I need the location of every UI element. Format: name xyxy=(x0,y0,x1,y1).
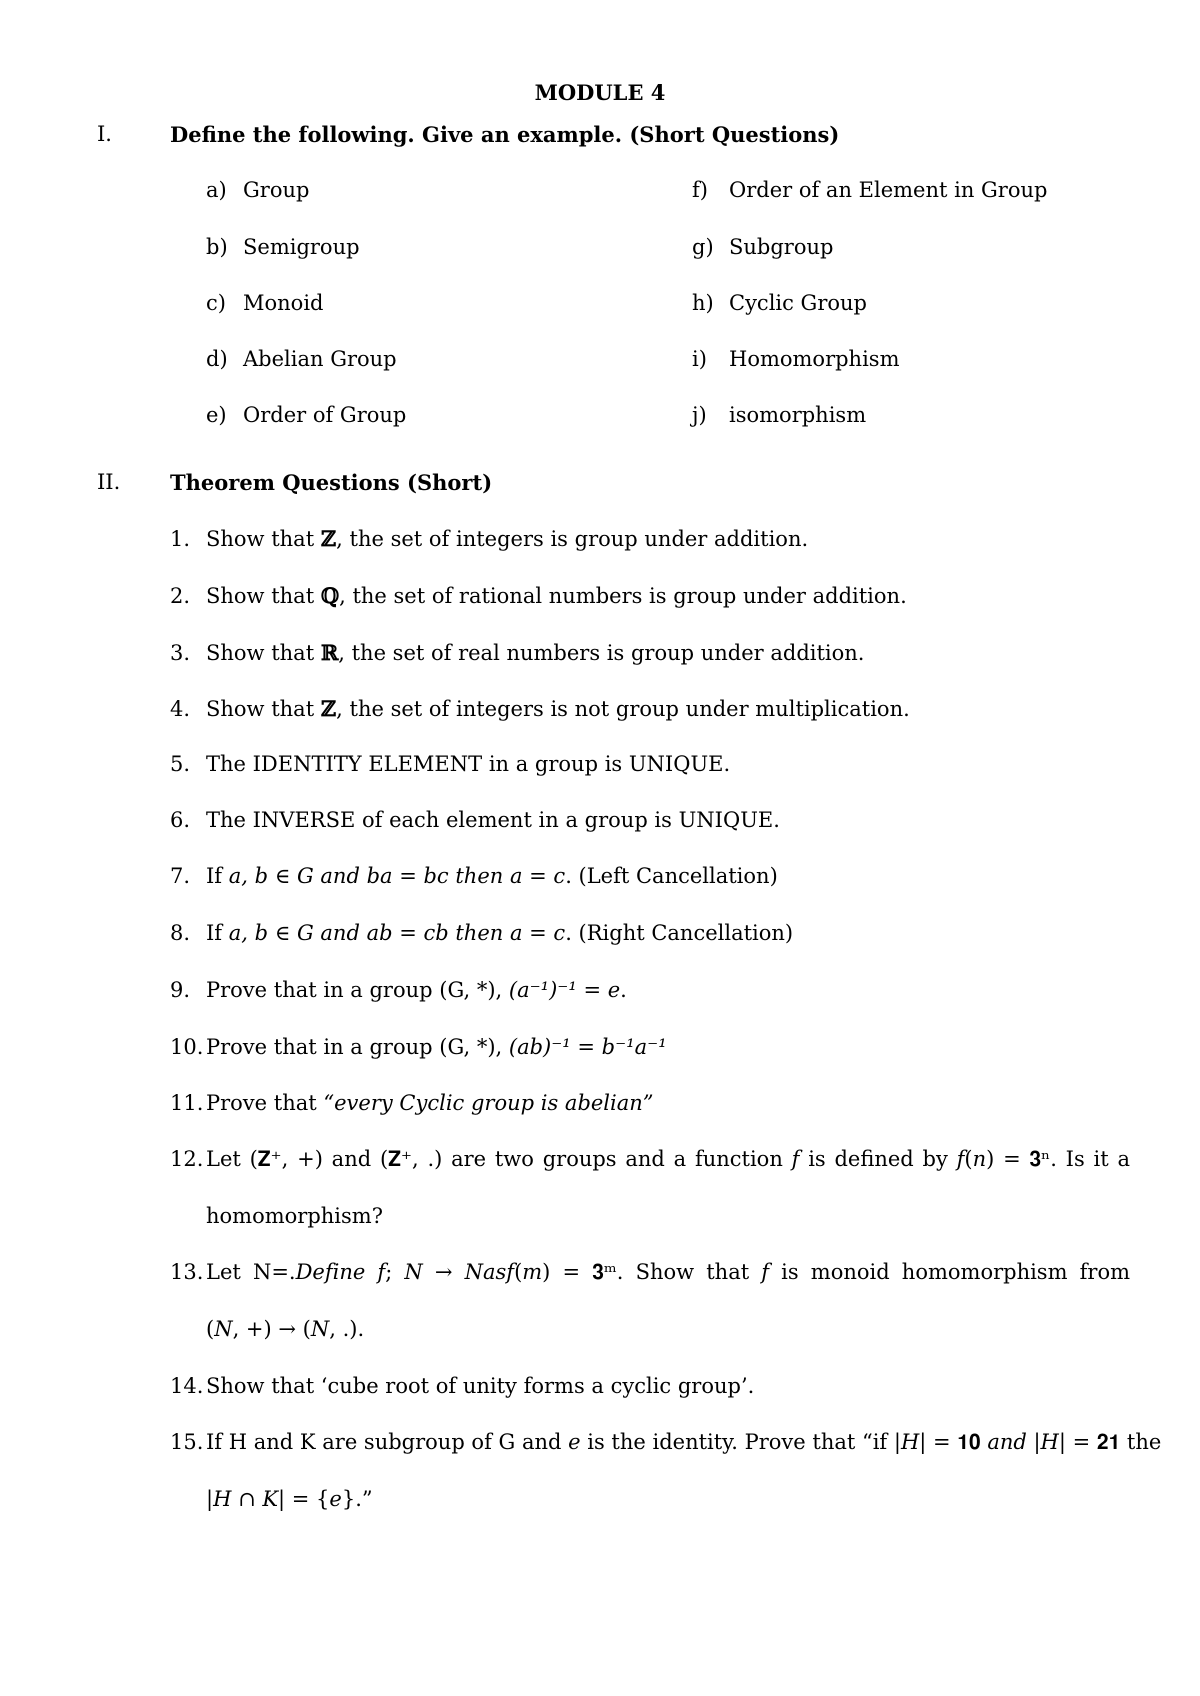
question-item: 2. Show that ℚ, the set of rational numbers is group under addition. xyxy=(170,583,907,608)
question-text-line: homomorphism? xyxy=(206,1204,383,1228)
question-item: 4. Show that ℤ, the set of integers is not group under multiplication. xyxy=(170,696,910,721)
question-item: 7. If a, b ∈ G and ba = bc then a = c. (Left Cancellation) xyxy=(170,864,778,888)
question-text-line: |𝐻 ∩ 𝐾| = {𝑒}.” xyxy=(206,1487,373,1511)
question-item: 1. Show that ℤ, the set of integers is group under addition. xyxy=(170,526,809,551)
question-item: 9. Prove that in a group (G, *), (a⁻¹)⁻¹ = e. xyxy=(170,978,627,1002)
math-expression: “every Cyclic group is abelian” xyxy=(323,1091,654,1115)
definition-item: d) Abelian Group xyxy=(206,347,397,371)
question-item: 11. Prove that “every Cyclic group is abelian” xyxy=(170,1091,654,1115)
question-item: 12. Let (𝐙⁺, +) and (𝐙⁺, .) are two groups and a function 𝑓 is defined by 𝑓(𝑛) = 𝟑ⁿ. Is it a xyxy=(170,1147,1130,1171)
question-item: 15. If H and K are subgroup of G and 𝑒 is the identity. Prove that “if |𝐻| = 𝟏𝟎 𝑎𝑛𝑑 |𝐻| = 𝟐𝟏 the xyxy=(170,1430,1162,1454)
question-item: 3. Show that ℝ, the set of real numbers is group under addition. xyxy=(170,640,865,665)
question-item: 6. The INVERSE of each element in a group is UNIQUE. xyxy=(170,808,780,832)
question-text-line: Let (𝐙⁺, +) and (𝐙⁺, .) are two groups and a function 𝑓 is defined by 𝑓(𝑛) = 𝟑ⁿ. Is it a xyxy=(206,1147,1130,1171)
question-item: 10. Prove that in a group (G, *), (ab)⁻¹ = b⁻¹a⁻¹ xyxy=(170,1035,667,1059)
question-item: 14. Show that ‘cube root of unity forms a cyclic group’. xyxy=(170,1374,755,1398)
section-2-title: Theorem Questions (Short) xyxy=(170,470,493,495)
math-expression: a, b ∈ G and ab = cb then a = c xyxy=(228,921,566,945)
question-text-line: (𝑁, +) → (𝑁, .). xyxy=(206,1317,365,1341)
question-text-line: Let N=.𝐷𝑒𝑓𝑖𝑛𝑒 𝑓; 𝑁 → 𝑁𝑎𝑠𝑓(𝑚) = 𝟑ᵐ. Show that 𝑓 is monoid homomorphism from xyxy=(206,1260,1130,1284)
section-2-number: II. xyxy=(97,470,121,494)
definition-item: a) Group xyxy=(206,178,310,202)
question-item: 8. If a, b ∈ G and ab = cb then a = c. (Right Cancellation) xyxy=(170,921,794,945)
question-item: 5. The IDENTITY ELEMENT in a group is UNIQUE. xyxy=(170,752,731,776)
definition-item: f) Order of an Element in Group xyxy=(692,178,1048,202)
section-1-title: Define the following. Give an example. (Short Questions) xyxy=(170,122,840,147)
definition-item: i) Homomorphism xyxy=(692,347,900,371)
definition-item: c) Monoid xyxy=(206,291,324,315)
math-expression: (a⁻¹)⁻¹ = e xyxy=(508,978,621,1002)
definition-item: h) Cyclic Group xyxy=(692,291,867,315)
page-title: MODULE 4 xyxy=(534,80,666,105)
definition-item: g) Subgroup xyxy=(692,235,834,259)
definition-item: b) Semigroup xyxy=(206,235,360,259)
question-item: 13. Let N=.𝐷𝑒𝑓𝑖𝑛𝑒 𝑓; 𝑁 → 𝑁𝑎𝑠𝑓(𝑚) = 𝟑ᵐ. Show that 𝑓 is monoid homomorphism from xyxy=(170,1260,1130,1284)
question-text-line: If H and K are subgroup of G and 𝑒 is the identity. Prove that “if |𝐻| = 𝟏𝟎 𝑎𝑛𝑑 |𝐻| = 𝟐𝟏 the xyxy=(206,1430,1162,1454)
math-expression: (ab)⁻¹ = b⁻¹a⁻¹ xyxy=(508,1035,667,1059)
math-expression: a, b ∈ G and ba = bc then a = c xyxy=(228,864,566,888)
definition-item: e) Order of Group xyxy=(206,403,407,427)
definition-item: j) isomorphism xyxy=(692,403,867,427)
section-1-number: I. xyxy=(97,122,112,146)
